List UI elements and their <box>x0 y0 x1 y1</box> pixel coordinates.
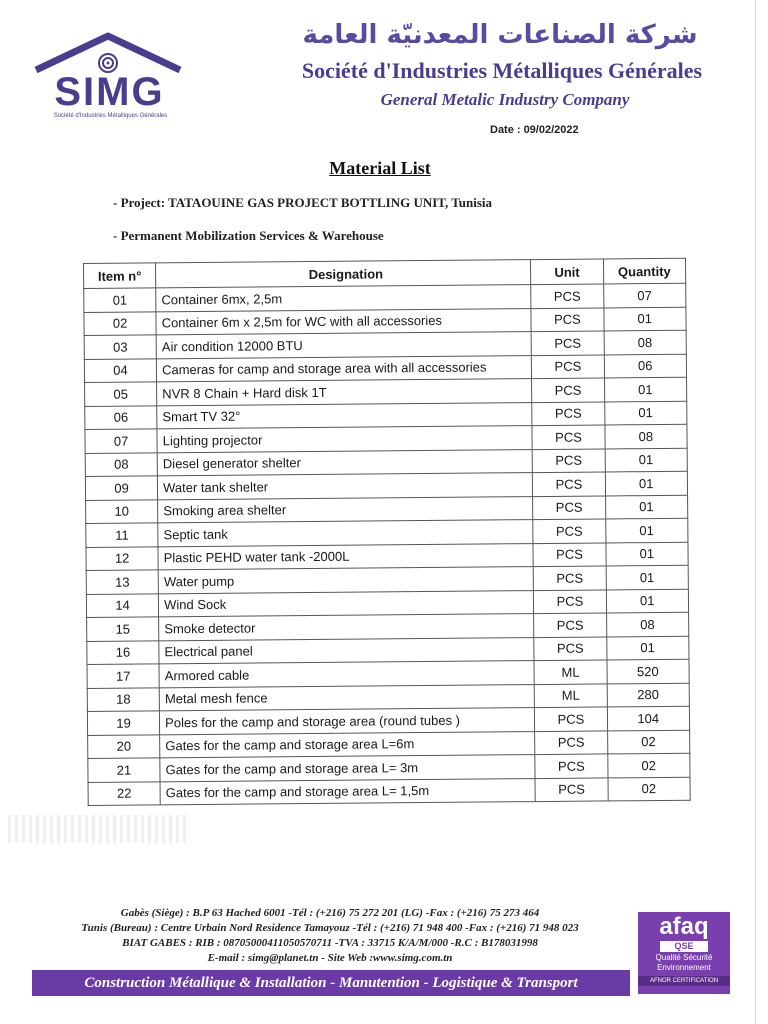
afaq-badge: QSE <box>660 941 708 952</box>
cell-quantity: 01 <box>606 565 689 589</box>
cell-quantity: 01 <box>605 518 688 542</box>
cell-item: 10 <box>86 499 158 523</box>
cell-unit: PCS <box>532 401 604 425</box>
cell-designation: Electrical panel <box>159 637 534 664</box>
cell-quantity: 104 <box>607 706 690 730</box>
date-label: Date : <box>490 124 521 136</box>
cell-designation: Air condition 12000 BTU <box>156 332 531 359</box>
document-date <box>490 124 690 136</box>
cell-item: 05 <box>85 382 157 406</box>
cell-item: 06 <box>85 405 157 429</box>
cell-unit: PCS <box>531 307 603 331</box>
cell-designation: Armored cable <box>159 661 534 688</box>
cell-quantity: 01 <box>605 448 688 472</box>
date-value: 09/02/2022 <box>523 124 579 136</box>
cell-designation: Water tank shelter <box>157 473 532 500</box>
cell-quantity: 02 <box>607 753 690 777</box>
cell-designation: Smart TV 32° <box>157 402 532 429</box>
cell-item: 03 <box>84 335 156 359</box>
cell-item: 14 <box>86 593 158 617</box>
cell-designation: Septic tank <box>158 520 533 547</box>
company-name-arabic: شركة الصناعات المعدنيّة العامة <box>302 20 698 50</box>
cell-unit: PCS <box>532 354 604 378</box>
cell-designation: Container 6m x 2,5m for WC with all accessories <box>156 308 531 335</box>
cell-designation: Diesel generator shelter <box>157 449 532 476</box>
cell-quantity: 08 <box>604 424 687 448</box>
footer-line-email: E-mail : simg@planet.tn - Site Web :www.simg.com.tn <box>207 952 453 964</box>
cell-item: 22 <box>88 781 160 805</box>
footer-line-tunis: Tunis (Bureau) : Centre Urbain Nord Residence Tamayouz -Tél : (+216) 71 948 400 -Fax : (+216) 71 948 023 <box>81 922 579 934</box>
cell-designation: Smoking area shelter <box>158 496 533 523</box>
afaq-brand: afaq <box>659 913 709 940</box>
logo-subtitle: Société d'Industries Métalliques Générales <box>53 113 168 119</box>
company-logo <box>28 30 188 125</box>
cell-unit: PCS <box>534 589 606 613</box>
cell-item: 17 <box>87 664 159 688</box>
cell-unit: PCS <box>534 613 606 637</box>
cell-designation: Smoke detector <box>159 614 534 641</box>
cell-unit: PCS <box>533 448 605 472</box>
cell-quantity: 07 <box>603 283 686 307</box>
scan-smudge <box>8 815 188 843</box>
material-table <box>83 258 691 806</box>
cell-designation: Water pump <box>158 567 533 594</box>
footer-line-bank: BIAT GABES : RIB : 08705000411050570711 -TVA : 33715 K/A/M/000 -R.C : B178031998 <box>122 937 538 949</box>
cell-designation: Wind Sock <box>159 590 534 617</box>
cell-designation: Lighting projector <box>157 426 532 453</box>
cell-item: 20 <box>88 734 160 758</box>
cell-item: 01 <box>84 288 156 312</box>
cell-designation: Plastic PEHD water tank -2000L <box>158 543 533 570</box>
company-name-french: Société d'Industries Métalliques Générales <box>301 58 703 83</box>
header-quantity: Quantity <box>603 258 686 284</box>
cell-unit: PCS <box>532 331 604 355</box>
cell-designation: Poles for the camp and storage area (round tubes ) <box>160 708 535 735</box>
cell-unit: PCS <box>533 519 605 543</box>
cell-quantity: 01 <box>605 471 688 495</box>
header-unit: Unit <box>531 259 603 285</box>
cell-designation: Gates for the camp and storage area L= 3m <box>160 755 535 782</box>
project-line: - Project: TATAOUINE GAS PROJECT BOTTLING UNIT, Tunisia <box>113 195 492 210</box>
cell-unit: PCS <box>531 284 603 308</box>
cell-unit: PCS <box>535 730 607 754</box>
afaq-certification-logo <box>638 912 730 994</box>
table-body <box>84 283 690 805</box>
cell-item: 04 <box>84 358 156 382</box>
cell-designation: Container 6mx, 2,5m <box>156 285 531 312</box>
table-row <box>88 777 690 806</box>
page-edge <box>755 0 756 1024</box>
cell-designation: Metal mesh fence <box>159 684 534 711</box>
cell-designation: Gates for the camp and storage area L=6m <box>160 731 535 758</box>
cell-designation: Gates for the camp and storage area L= 1,5m <box>160 778 535 805</box>
cell-quantity: 08 <box>604 330 687 354</box>
cell-item: 16 <box>87 640 159 664</box>
document-title: Material List <box>329 158 431 178</box>
footer-contact <box>40 906 620 966</box>
cell-unit: PCS <box>533 495 605 519</box>
cell-item: 08 <box>85 452 157 476</box>
header-designation: Designation <box>156 260 531 288</box>
cell-unit: PCS <box>535 754 607 778</box>
footer-line-gabes: Gabès (Siège) : B.P 63 Hached 6001 -Tél : (+216) 75 272 201 (LG) -Fax : (+216) 75 273 464 <box>120 907 540 919</box>
cell-unit: PCS <box>535 707 607 731</box>
cell-item: 15 <box>87 617 159 641</box>
logo-text: SIMG <box>54 70 165 114</box>
cell-item: 12 <box>86 546 158 570</box>
cell-quantity: 520 <box>606 659 689 683</box>
cell-designation: NVR 8 Chain + Hard disk 1T <box>157 379 532 406</box>
cell-quantity: 01 <box>604 377 687 401</box>
cell-quantity: 01 <box>605 542 688 566</box>
cell-unit: PCS <box>532 425 604 449</box>
cell-item: 07 <box>85 429 157 453</box>
scope-line: - Permanent Mobilization Services & Warehouse <box>113 228 384 243</box>
afaq-line2: Environnement <box>657 963 711 972</box>
cell-quantity: 01 <box>606 589 689 613</box>
cell-item: 09 <box>85 476 157 500</box>
header-item: Item n° <box>84 263 156 289</box>
company-name-english: General Metalic Industry Company <box>380 90 630 109</box>
cell-unit: ML <box>534 660 606 684</box>
cell-designation: Cameras for camp and storage area with all accessories <box>156 355 531 382</box>
cell-quantity: 02 <box>608 777 691 801</box>
cell-unit: PCS <box>533 542 605 566</box>
cell-unit: PCS <box>535 777 607 801</box>
cell-item: 21 <box>88 758 160 782</box>
cell-unit: PCS <box>532 378 604 402</box>
cell-quantity: 280 <box>607 683 690 707</box>
cell-item: 19 <box>87 711 159 735</box>
cell-item: 11 <box>86 523 158 547</box>
cell-item: 18 <box>87 687 159 711</box>
cell-unit: PCS <box>534 636 606 660</box>
cell-item: 13 <box>86 570 158 594</box>
cell-item: 02 <box>84 311 156 335</box>
cell-quantity: 01 <box>606 636 689 660</box>
cell-unit: PCS <box>533 472 605 496</box>
footer-banner: Construction Métallique & Installation - Manutention - Logistique & Transport <box>32 970 630 996</box>
cell-quantity: 01 <box>605 495 688 519</box>
cell-quantity: 02 <box>607 730 690 754</box>
cell-quantity: 01 <box>604 401 687 425</box>
afaq-line1: Qualité Sécurité <box>655 953 713 962</box>
cell-quantity: 06 <box>604 354 687 378</box>
cell-quantity: 01 <box>603 307 686 331</box>
cell-unit: PCS <box>534 566 606 590</box>
cell-quantity: 08 <box>606 612 689 636</box>
cell-unit: ML <box>535 683 607 707</box>
afaq-cert: AFNOR CERTIFICATION <box>638 976 730 986</box>
